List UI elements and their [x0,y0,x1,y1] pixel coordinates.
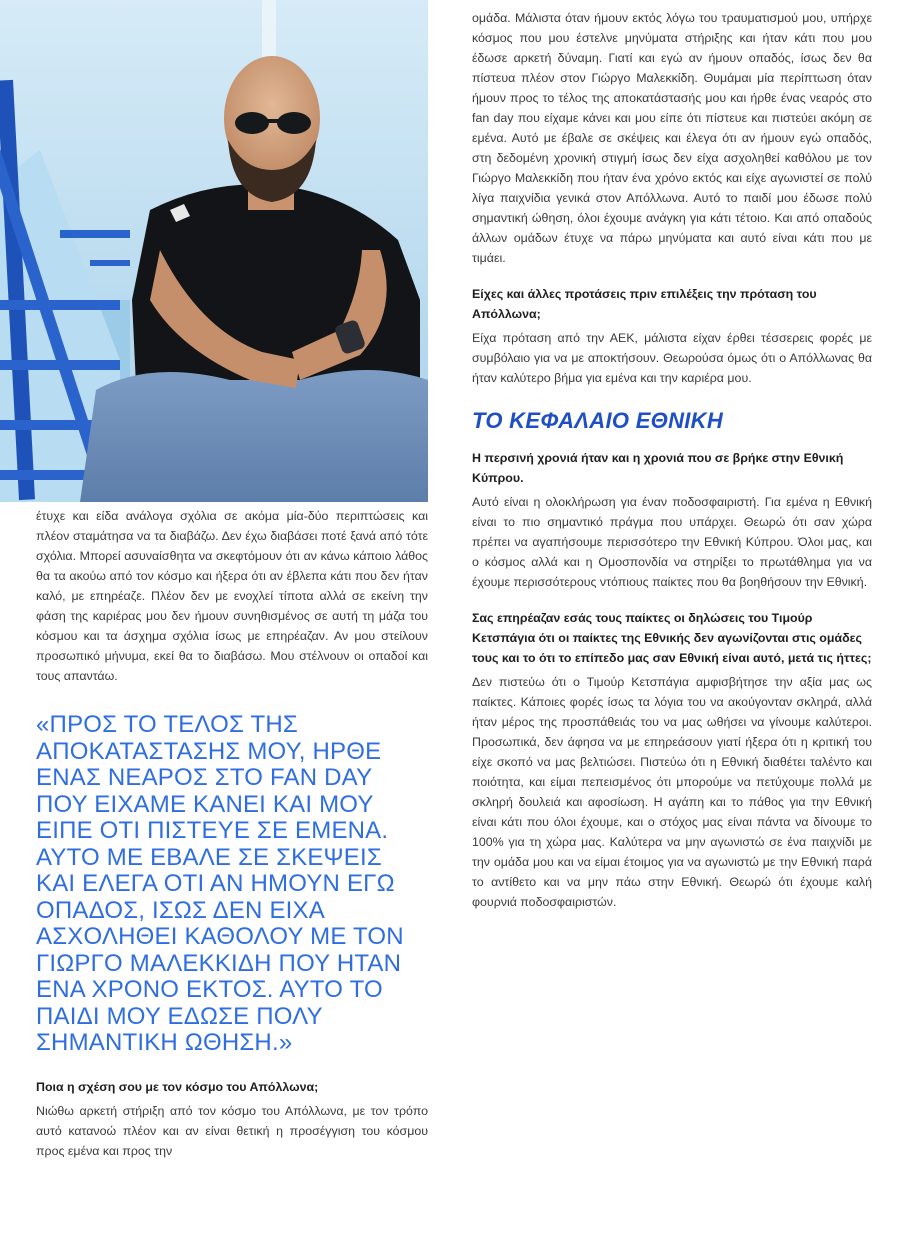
question-national-team: Η περσινή χρονιά ήταν και η χρονιά που σε βρήκε στην Εθνική Κύπρου. [472,451,844,485]
answer-coach-statements: Δεν πιστεύω ότι ο Τιμούρ Κετσπάγια αμφισβήτησε την αξία μας ως παίκτες. Κάποιες φορές ίσως τα λόγια του να ακούγονταν σκληρά, αλλά ήταν μέρος της προσπάθειάς του να μας ωθήσει να γίνουμε καλύτεροι. Προσωπικά, δεν άφησα να με επηρεάσουν γιατί ήξερα ότι η κριτική του είχε σκοπό να μας βελτιώσει. Πιστεύω ότι η Εθνική διαθέτει ταλέντο και ποιότητα, και είμαι πεπεισμένος ότι μπορούμε να πετύχουμε πολλά με σκληρή δουλειά και αφοσίωση. Η αγάπη και το πάθος για την Εθνική είναι κάτι που όλοι έχουμε, και ο στόχος μας είναι πάντα να δίνουμε το 100% για τη χώρα μας. Καλύτερα να μην αγωνιστώ σε ένα παιχνίδι με την ομάδα μου και να είμαι έτοιμος για να αγωνιστώ με την Εθνική παρά το αντίθετο και να μην πάω στην Εθνική. Θεωρώ ότι έχουμε καλή φουρνιά ποδοσφαιριστών. [472,675,872,909]
answer-other-offers: Είχα πρόταση από την ΑΕΚ, μάλιστα είχαν έρθει τέσσερεις φορές με συμβόλαιο για να με αποκτήσουν. Θεωρούσα όμως ότι ο Απόλλωνας θα ήταν καλύτερο βήμα για εμένα και την καριέρα μου. [472,331,872,385]
question-coach-statements: Σας επηρέαζαν εσάς τους παίκτες οι δηλώσεις του Τιμούρ Κετσπάγια ότι οι παίκτες της Εθνικής δεν αγωνίζονται στις ομάδες τους και το ότι το επίπεδο μας σαν Εθνική είναι αυτό, μετά τις ήττες; [472,611,872,665]
answer-apollon-fans-continued: ομάδα. Μάλιστα όταν ήμουν εκτός λόγω του τραυματισμού μου, υπήρχε κόσμος που μου έστελνε μηνύματα στήριξης και ήταν κάτι που μου έδωσε αρκετή δύναμη. Γιατί και εγώ αν ήμουν οπαδός, ίσως δεν θα πίστευα πλέον στον Γιώργο Μαλεκκίδη. Θυμάμαι μία περίπτωση όταν ήμουν προς το τέλος της αποκατάστασής μου και ήρθε ένας νεαρός στο fan day που είχαμε κάνει και μου είπε ότι πίστευε και πιστεύει ακόμη σε εμένα. Αυτό με έβαλε σε σκέψεις και έλεγα ότι αν ήμουν εγώ οπαδός, στη δεδομένη χρονική στιγμή ίσως δεν είχα ασχοληθεί καθόλου με τον Γιώργο Μαλεκκίδη που ήταν ένα χρόνο εκτός και είχε αγωνιστεί σε πολύ λίγα παιχνίδια γενικά στον Απόλλωνα. Αυτό το παιδί μου έδωσε πολύ σημαντική ώθηση, όλοι έχουμε ανάγκη για κάτι τέτοιο. Και από οπαδούς άλλων ομάδων έτυχε να πάρω μηνύματα και αυτό είναι κάτι που με τιμάει. [472,11,872,265]
intro-paragraph: έτυχε και είδα ανάλογα σχόλια σε ακόμα μία-δύο περιπτώσεις και πλέον σταμάτησα να τα διαβάζω. Δεν έχω διαβάσει ποτέ ξανά από τότε σχόλια. Μπορεί ασυναίσθητα να σκεφτόμουν ότι αν κάνω κάποιο λάθος θα τα ακούω από τον κόσμο και ήξερα ότι αν έβλεπα κάτι που δεν ήταν καλό, με επηρέαζε. Πλέον δεν με ενοχλεί τίποτα αλλά σε εκείνη την φάση της καριέρας μου δεν ήμουν συνηθισμένος σε αυτή τη μάζα του κόσμου και τα άσχημα σχόλια ίσως με επηρέαζαν. Αν μου στείλουν προσωπικό μήνυμα, εκεί θα το διαβάσω. Μου στέλνουν οι οπαδοί και τους απαντάω. [36,509,428,683]
left-column [36,506,428,1161]
answer-national-team: Αυτό είναι η ολοκλήρωση για έναν ποδοσφαιριστή. Για εμένα η Εθνική είναι το πιο σημαντικό πράγμα που υπάρχει. Θεωρώ ότι σαν χώρα πρέπει να αγαπήσουμε περισσότερο την Εθνική Κύπρου. Όλοι μας, και ο κόσμος αλλά και η Ομοσπονδία να στηρίξει το πρωτάθλημα για να έχουμε περισσότερους ντόπιους παίκτες που θα βοηθήσουν την Εθνική. [472,495,872,589]
portrait-photo [0,0,428,502]
question-apollon-fans: Ποια η σχέση σου με τον κόσμο του Απόλλωνα; [36,1079,319,1094]
question-other-offers: Είχες και άλλες προτάσεις πριν επιλέξεις την πρόταση του Απόλλωνα; [472,287,817,321]
photo-illustration [0,0,428,502]
answer-apollon-fans-start: Νιώθω αρκετή στήριξη από τον κόσμο του Απόλλωνα, με τον τρόπο αυτό κατανοώ πλέον και αν είναι θετική η προσέγγιση του κόσμου προς εμένα και προς την [36,1103,428,1158]
section-title: ΤΟ ΚΕΦΑΛΑΙΟ ΕΘΝΙΚΗ [472,408,724,433]
right-column [472,8,872,912]
pull-quote: «ΠΡΟΣ ΤΟ ΤΕΛΟΣ ΤΗΣ ΑΠΟΚΑΤΑΣΤΑΣΗΣ ΜΟΥ, ΗΡΘΕ ΕΝΑΣ ΝΕΑΡΟΣ ΣΤΟ FAN DAY ΠΟΥ ΕΙΧΑΜΕ ΚΑΝΕΙ ΚΑΙ ΜΟΥ ΕΙΠΕ ΟΤΙ ΠΙΣΤΕΥΕ ΣΕ ΕΜΕΝΑ. ΑΥΤΟ ΜΕ ΕΒΑΛΕ ΣΕ ΣΚΕΨΕΙΣ ΚΑΙ ΕΛΕΓΑ ΟΤΙ ΑΝ ΗΜΟΥΝ ΕΓΩ ΟΠΑΔΟΣ, ΙΣΩΣ ΔΕΝ ΕΙΧΑ ΑΣΧΟΛΗΘΕΙ ΚΑΘΟΛΟΥ ΜΕ ΤΟΝ ΓΙΩΡΓΟ ΜΑΛΕΚΚΙΔΗ ΠΟΥ ΗΤΑΝ ΕΝΑ ΧΡΟΝΟ ΕΚΤΟΣ. ΑΥΤΟ ΤΟ ΠΑΙΔΙ ΜΟΥ ΕΔΩΣΕ ΠΟΛΥ ΣΗΜΑΝΤΙΚΗ ΩΘΗΣΗ.» [36,711,404,1056]
